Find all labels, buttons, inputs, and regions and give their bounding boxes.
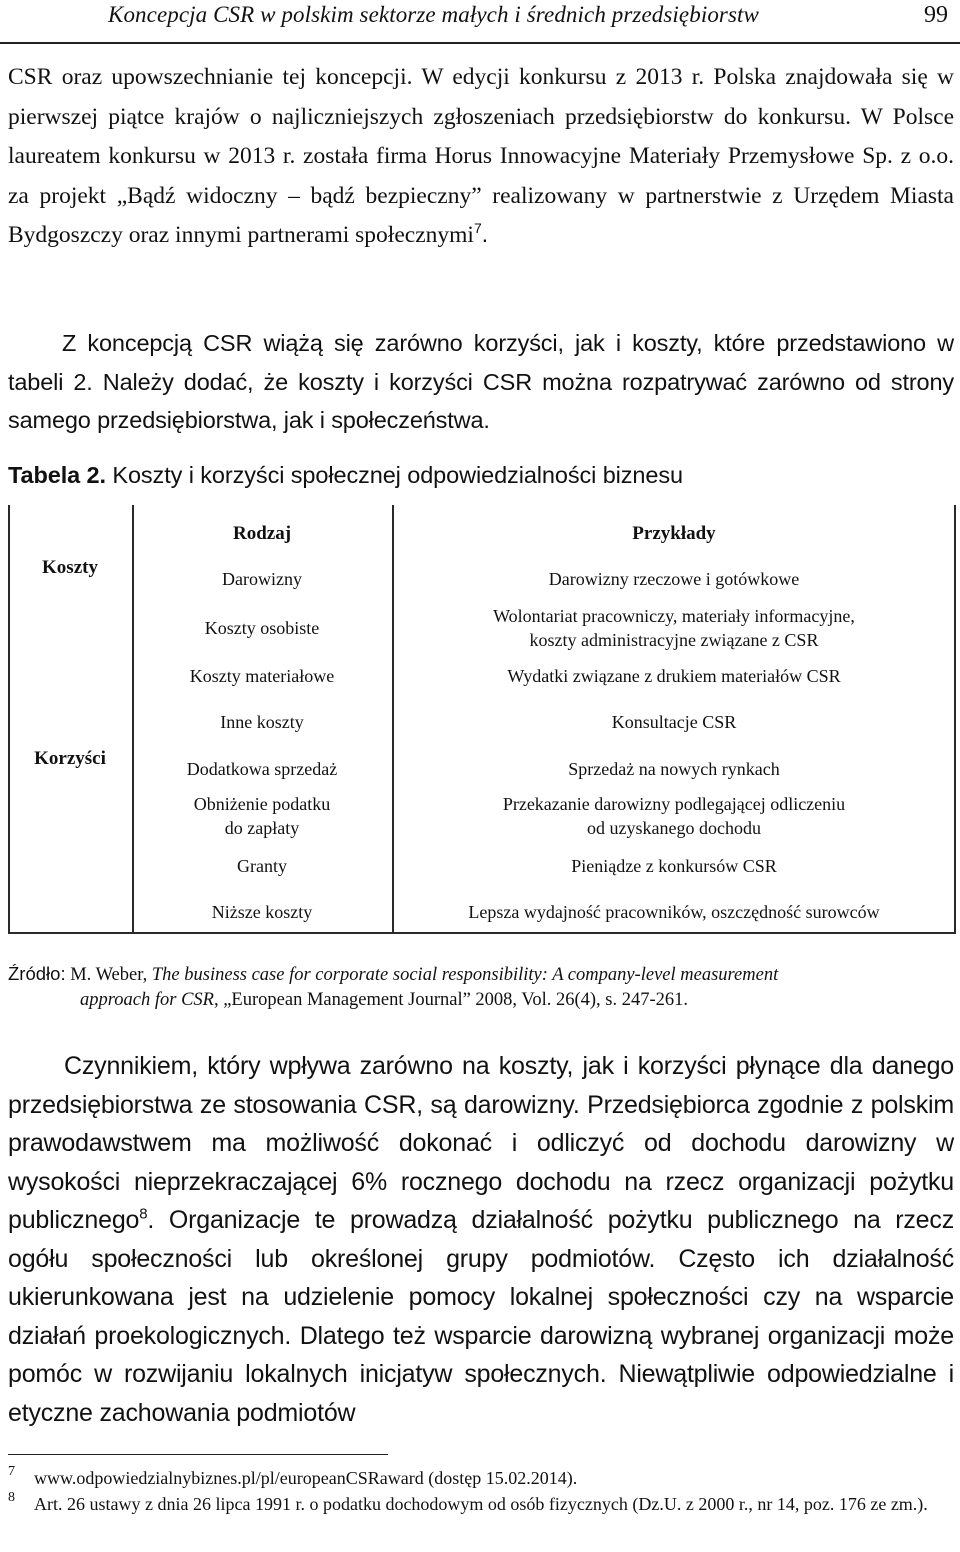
- footnote-text: Art. 26 ustawy z dnia 26 lipca 1991 r. o podatku dochodowym od osób fizycznych (Dz.U. z 2000 r., nr 14, poz. 176 ze zm.).: [34, 1494, 928, 1514]
- footnote-ref-7[interactable]: 7: [473, 220, 482, 237]
- table-cell-type-line: Obniżenie podatku: [193, 794, 331, 814]
- table-cell-example: Lepsza wydajność pracowników, oszczędność surowców: [468, 902, 880, 922]
- page-number: 99: [924, 2, 948, 28]
- source-continuation: [8, 990, 688, 1010]
- table-cell-example: [394, 604, 954, 652]
- table-cell-example: Wydatki związane z drukiem materiałów CSR: [507, 666, 841, 686]
- source-author: M. Weber,: [65, 965, 152, 985]
- footnote-8: [8, 1492, 954, 1516]
- table-cell-type: Granty: [237, 856, 287, 876]
- paragraph-3-text: Czynnikiem, który wpływa zarówno na koszty, jak i korzyści płynące dla danego przedsiębiorstwa ze stosowania CSR, są darowizny. Przedsiębiorca zgodnie z polskim prawodawstwem ma możliwość dokonać i odliczyć od dochodu darowizny w wysokości nieprzekraczającej 6% rocznego dochodu na rzecz organizacji pożytku publicznego: [8, 1052, 954, 1234]
- source-rest: , „European Management Journal” 2008, Vol. 26(4), s. 247-261.: [213, 990, 689, 1010]
- header-examples: Przykłady: [632, 523, 716, 544]
- footnote-rule: [8, 1454, 388, 1455]
- header-title: Koncepcja CSR w polskim sektorze małych i średnich przedsiębiorstw: [108, 2, 759, 27]
- footnote-7: [8, 1466, 954, 1490]
- table-cell-example: Pieniądze z konkursów CSR: [571, 856, 777, 876]
- source-title-cont: approach for CSR: [80, 990, 214, 1010]
- table-cell-type-line: do zapłaty: [224, 818, 300, 838]
- table-cell-type: Inne koszty: [220, 712, 304, 732]
- table-cell-type: Niższe koszty: [211, 902, 313, 922]
- paragraph-1-text: CSR oraz upowszechnianie tej koncepcji. W edycji konkursu z 2013 r. Polska znajdowała się w pierwszej piątce krajów o najliczniejszych zgłoszeniach przedsiębiorstw do konkursu. W Polsce laureatem konkursu w 2013 r. została firma Horus Innowacyjne Materiały Przemysłowe Sp. z o.o. za projekt „Bądź widoczny – bądź bezpieczny” realizowany w partnerstwie z Urzędem Miasta Bydgoszczy oraz innymi partnerami społecznymi: [8, 64, 954, 248]
- table-border-right: [954, 505, 956, 934]
- source-label: Źródło:: [8, 963, 66, 984]
- table-cell-example: Darowizny rzeczowe i gotówkowe: [548, 569, 800, 589]
- header-rule: [0, 42, 960, 44]
- table-border-bottom: [8, 932, 956, 934]
- table-cell-type: [134, 792, 390, 840]
- footnote-number: 7: [8, 1464, 15, 1479]
- table-caption-text: Koszty i korzyści społecznej odpowiedzialności biznesu: [105, 462, 683, 488]
- footnote-ref-8[interactable]: 8: [139, 1205, 148, 1223]
- running-header: [0, 0, 960, 42]
- table-cell-type: Dodatkowa sprzedaż: [186, 759, 338, 779]
- header-type: Rodzaj: [232, 523, 292, 544]
- table-cell-example: Konsultacje CSR: [611, 712, 737, 732]
- table-cell-example-line: Przekazanie darowizny podlegającej odliczeniu: [502, 794, 846, 814]
- table-cell-type: Koszty materiałowe: [189, 666, 335, 686]
- table-source: [8, 961, 954, 1013]
- paragraph-1: [8, 57, 954, 255]
- paragraph-1-end: .: [481, 221, 488, 247]
- footnote-number: 8: [8, 1490, 15, 1505]
- paragraph-2: Z koncepcją CSR wiążą się zarówno korzyści, jak i koszty, które przedstawiono w tabeli 2. Należy dodać, że koszty i korzyści CSR można rozpatrywać zarówno od strony samego przedsiębiorstwa, jak i społeczeństwa.: [8, 330, 954, 433]
- table-cell-type: Darowizny: [222, 569, 302, 589]
- footnote-text[interactable]: www.odpowiedzialnybiznes.pl/pl/europeanCSRaward (dostęp 15.02.2014).: [34, 1468, 578, 1488]
- group-label-benefits: Korzyści: [34, 748, 106, 769]
- table-cell-example: Sprzedaż na nowych rynkach: [568, 759, 780, 779]
- paragraph-3: [8, 1047, 954, 1432]
- paragraph-3-text-cont: . Organizacje te prowadzą działalność pożytku publicznego na rzecz ogółu społeczności lub określonej grupy podmiotów. Często ich działalność ukierunkowana jest na udzielenie pomocy lokalnej społeczności czy na wsparcie działań proekologicznych. Dlatego też wsparcie darowizną wybranej organizacji może pomóc w rozwijaniu lokalnych inicjatyw społecznych. Niewątpliwie odpowiedzialne i etyczne zachowania podmiotów: [8, 1206, 954, 1427]
- table-cell-example: [394, 792, 954, 840]
- table-cell-example-line: od uzyskanego dochodu: [587, 818, 761, 838]
- source-title: The business case for corporate social responsibility: A company-level measurement: [151, 965, 779, 985]
- table-cell-example-line: koszty administracyjne związane z CSR: [529, 630, 819, 650]
- costs-benefits-table: [8, 505, 956, 934]
- table-caption: [8, 462, 683, 489]
- table-caption-label: Tabela 2.: [8, 462, 106, 488]
- table-cell-type: Koszty osobiste: [204, 618, 320, 638]
- table-cell-example-line: Wolontariat pracowniczy, materiały informacyjne,: [493, 606, 855, 626]
- group-label-costs: Koszty: [42, 557, 98, 578]
